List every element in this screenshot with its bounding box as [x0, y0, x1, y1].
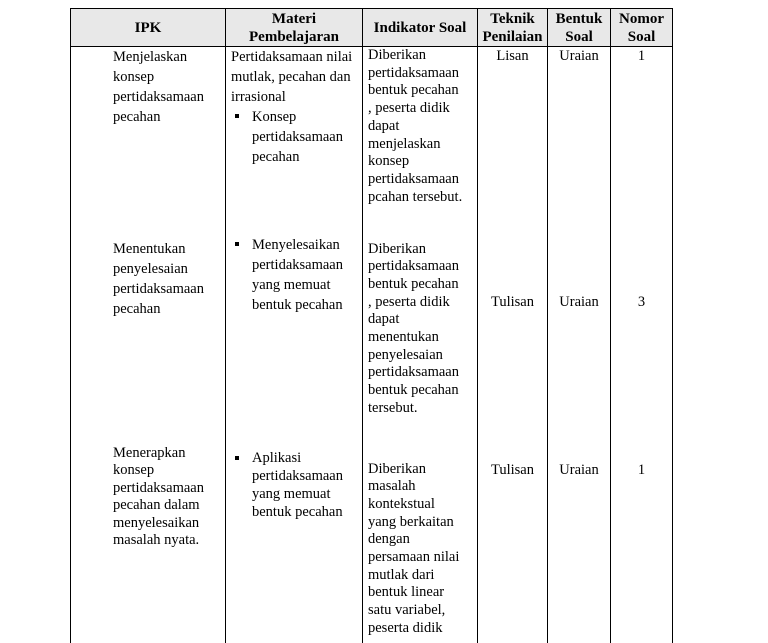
bullet-icon	[235, 242, 239, 246]
materi-cell	[226, 233, 363, 443]
bentuk-cell: Uraian	[548, 233, 611, 443]
list-item: Menyelesaikan pertidaksamaan yang memuat bentuk pecahan	[231, 235, 362, 315]
teknik-cell: Lisan	[478, 47, 548, 233]
assessment-grid-table	[70, 8, 673, 643]
list-item: Konsep pertidaksamaan pecahan	[231, 107, 362, 167]
indikator-cell: Diberikan pertidaksamaan bentuk pecahan , peserta didik dapat menjelaskan konsep pertidaksamaan pcahan tersebut.	[363, 47, 478, 233]
header-row	[71, 9, 673, 47]
table-row	[71, 233, 673, 443]
teknik-cell: Tulisan	[478, 443, 548, 643]
ipk-cell: Menentukan penyelesaian pertidaksamaan pecahan	[71, 233, 226, 443]
header-teknik: Teknik Penilaian	[478, 9, 548, 47]
bullet-icon	[235, 456, 239, 460]
header-bentuk: Bentuk Soal	[548, 9, 611, 47]
indikator-cell: Diberikan pertidaksamaan bentuk pecahan , peserta didik dapat menentukan penyelesaian pertidaksamaan bentuk pecahan tersebut.	[363, 233, 478, 443]
bullet-icon	[235, 114, 239, 118]
indikator-cell: Diberikan masalah kontekstual yang berkaitan dengan persamaan nilai mutlak dari bentuk linear satu variabel, peserta didik	[363, 443, 478, 643]
teknik-cell: Tulisan	[478, 233, 548, 443]
nomor-cell: 1	[611, 443, 673, 643]
table-row	[71, 443, 673, 643]
header-nomor: Nomor Soal	[611, 9, 673, 47]
bentuk-cell: Uraian	[548, 443, 611, 643]
nomor-cell: 3	[611, 233, 673, 443]
nomor-cell: 1	[611, 47, 673, 233]
list-item: Aplikasi pertidaksamaan yang memuat bentuk pecahan	[231, 449, 362, 521]
ipk-cell: Menerapkan konsep pertidaksamaan pecahan dalam menyelesaikan masalah nyata.	[71, 443, 226, 643]
materi-cell: Pertidaksamaan nilai mutlak, pecahan dan irrasional Konsep pertidaksamaan pecahan	[226, 47, 363, 233]
header-indikator: Indikator Soal	[363, 9, 478, 47]
header-materi: Materi Pembelajaran	[226, 9, 363, 47]
ipk-cell: Menjelaskan konsep pertidaksamaan pecahan	[71, 47, 226, 233]
bentuk-cell: Uraian	[548, 47, 611, 233]
header-ipk: IPK	[71, 9, 226, 47]
materi-cell	[226, 443, 363, 643]
table-row	[71, 47, 673, 233]
